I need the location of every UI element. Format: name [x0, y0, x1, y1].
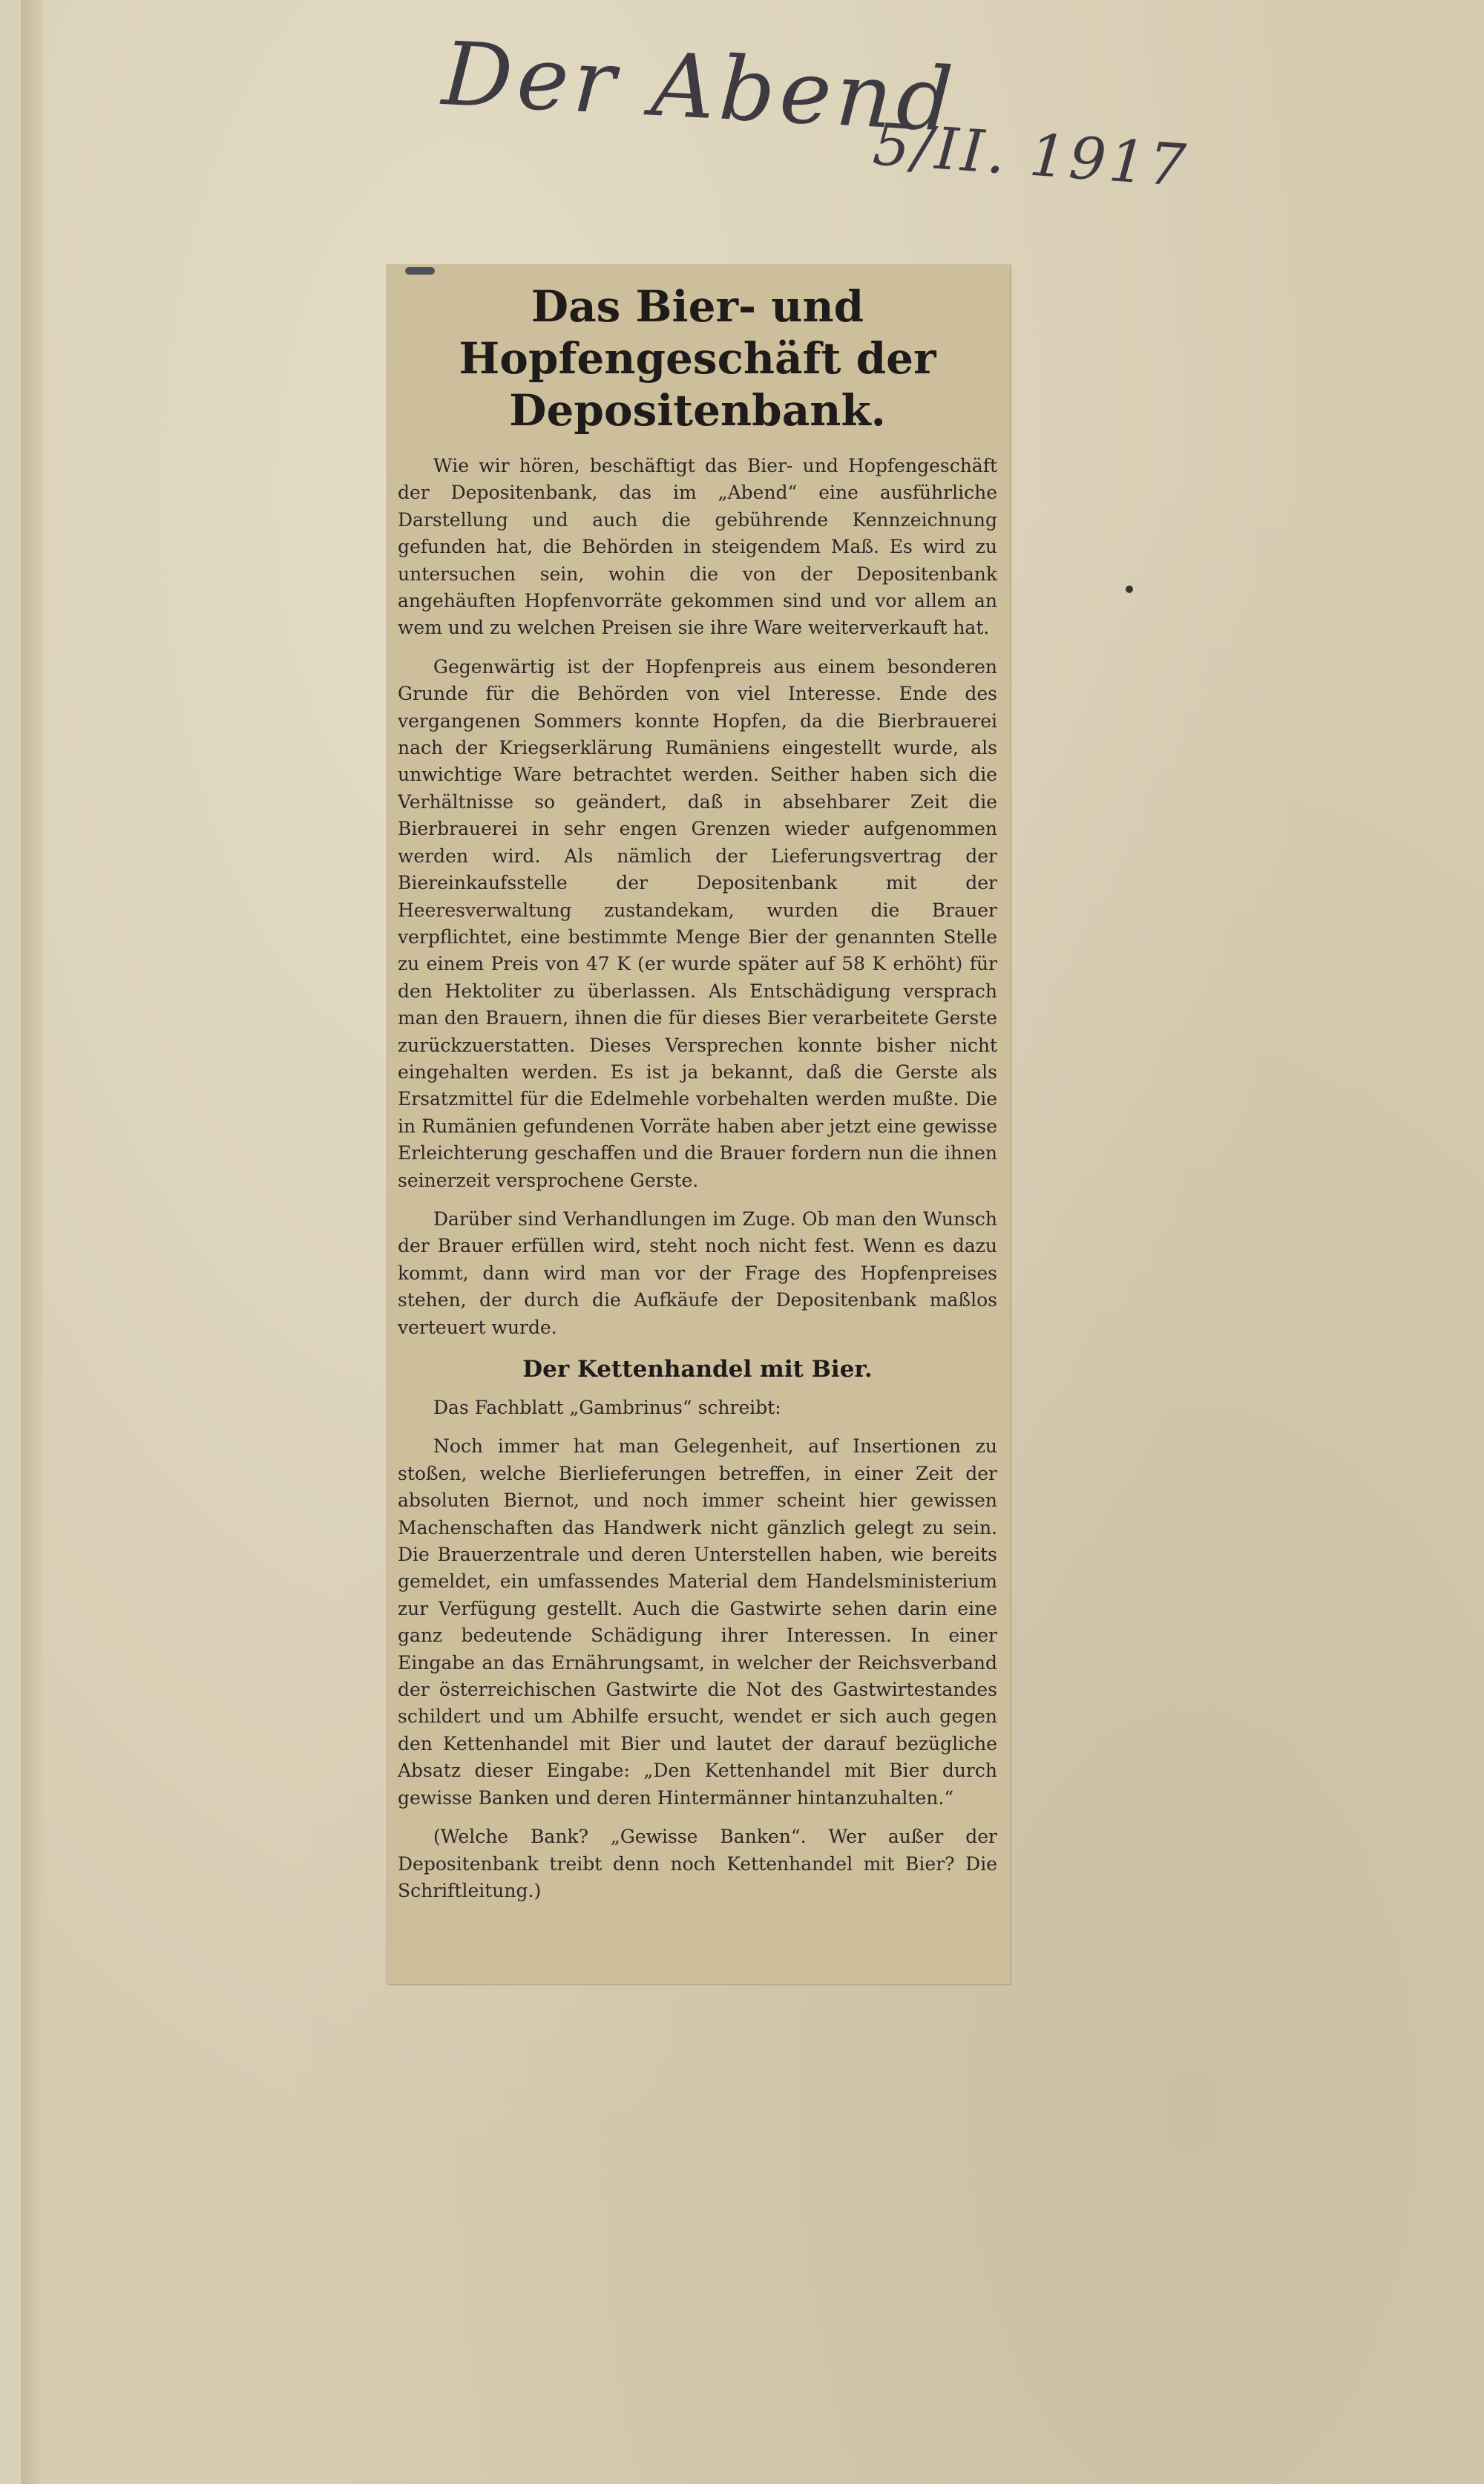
- article-headline: Das Bier- und Hopfengeschäft der Depositenbank.: [459, 281, 936, 436]
- article-paragraph: Das Fachblatt „Gambrinus“ schreibt:: [433, 1397, 781, 1418]
- article-paragraph: Noch immer hat man Gelegenheit, auf Insertionen zu stoßen, welche Bierlieferungen betreffen, in einer Zeit der absoluten Biernot, und noch immer scheint hier gewissen Machenschaften das Handwerk nicht gänzlich gelegt zu sein. Die Brauerzentrale und deren Unterstellen haben, wie bereits gemeldet, ein umfassendes Material dem Handelsministerium zur Verfügung gestellt. Auch die Gastwirte sehen darin eine ganz bedeutende Schädigung ihrer Interessen. In einer Eingabe an das Ernährungsamt, in welcher der Reichsverband der österreichischen Gastwirte die Not des Gastwirtestandes schildert und um Abhilfe ersucht, wendet er sich auch gegen den Kettenhandel mit Bier und lautet der darauf bezügliche Absatz dieser Eingabe: „Den Kettenhandel mit Bier durch gewisse Banken und deren Hintermänner hintanzuhalten.“: [398, 1435, 997, 1809]
- handwritten-source-title: Der Abend: [439, 22, 960, 152]
- article-paragraph: Gegenwärtig ist der Hopfenpreis aus einem besonderen Grunde für die Behörden von viel Interesse. Ende des vergangenen Sommers konnte Hopfen, da die Bierbrauerei nach der Kriegserklärung Rumäniens eingestellt wurde, als unwichtige Ware betrachtet werden. Seither haben sich die Verhältnisse so geändert, daß in absehbarer Zeit die Bierbrauerei in sehr engen Grenzen wieder aufgenommen werden wird. Als nämlich der Lieferungsvertrag der Biereinkaufsstelle der Depositenbank mit der Heeresverwaltung zustandekam, wurden die Brauer verpflichtet, eine bestimmte Menge Bier der genannten Stelle zu einem Preis von 47 K (er wurde später auf 58 K erhöht) für den Hektoliter zu überlassen. Als Entschädigung versprach man den Brauern, ihnen die für dieses Bier verarbeitete Gerste zurückzuerstatten. Dieses Versprechen konnte bisher nicht eingehalten werden. Es ist ja bekannt, daß die Gerste als Ersatzmittel für die Edelmehle vorbehalten werden mußte. Die in Rumänien gefundenen Vorräte haben aber jetzt eine gewisse Erleichterung geschaffen und die Brauer fordern nun die ihnen seinerzeit versprochene Gerste.: [398, 655, 997, 1191]
- section-heading: Der Kettenhandel mit Bier.: [522, 1356, 873, 1383]
- sheet-edge: [21, 0, 43, 2484]
- ink-spot: [1126, 586, 1133, 593]
- article-paragraph: Wie wir hören, beschäftigt das Bier- und Hopfengeschäft der Depositenbank, das im „Abend“ eine ausführliche Darstellung und auch die gebührende Kennzeichnung gefunden hat, die Behörden in steigendem Maß. Es wird zu untersuchen sein, wohin die von der Depositenbank angehäuften Hopfenvorräte gekommen sind und vor allem an wem und zu welchen Preisen sie ihre Ware weiterverkauft hat.: [398, 455, 997, 639]
- article-paragraph: (Welche Bank? „Gewisse Banken“. Wer außer der Depositenbank treibt denn noch Kettenhandel mit Bier? Die Schriftleitung.): [398, 1826, 997, 1901]
- newspaper-clipping: [387, 264, 1011, 1985]
- article-body-part-1: [398, 453, 997, 1341]
- ink-mark: [405, 267, 435, 275]
- handwritten-date: 5/II. 1917: [870, 111, 1191, 200]
- article-paragraph: Darüber sind Verhandlungen im Zuge. Ob man den Wunsch der Brauer erfüllen wird, steht noch nicht fest. Wenn es dazu kommt, dann wird man vor der Frage des Hopfenpreises stehen, der durch die Aufkäufe der Depositenbank maßlos verteuert wurde.: [398, 1207, 997, 1338]
- handwritten-annotation: [439, 22, 1191, 200]
- article-body-part-2: [398, 1395, 997, 1904]
